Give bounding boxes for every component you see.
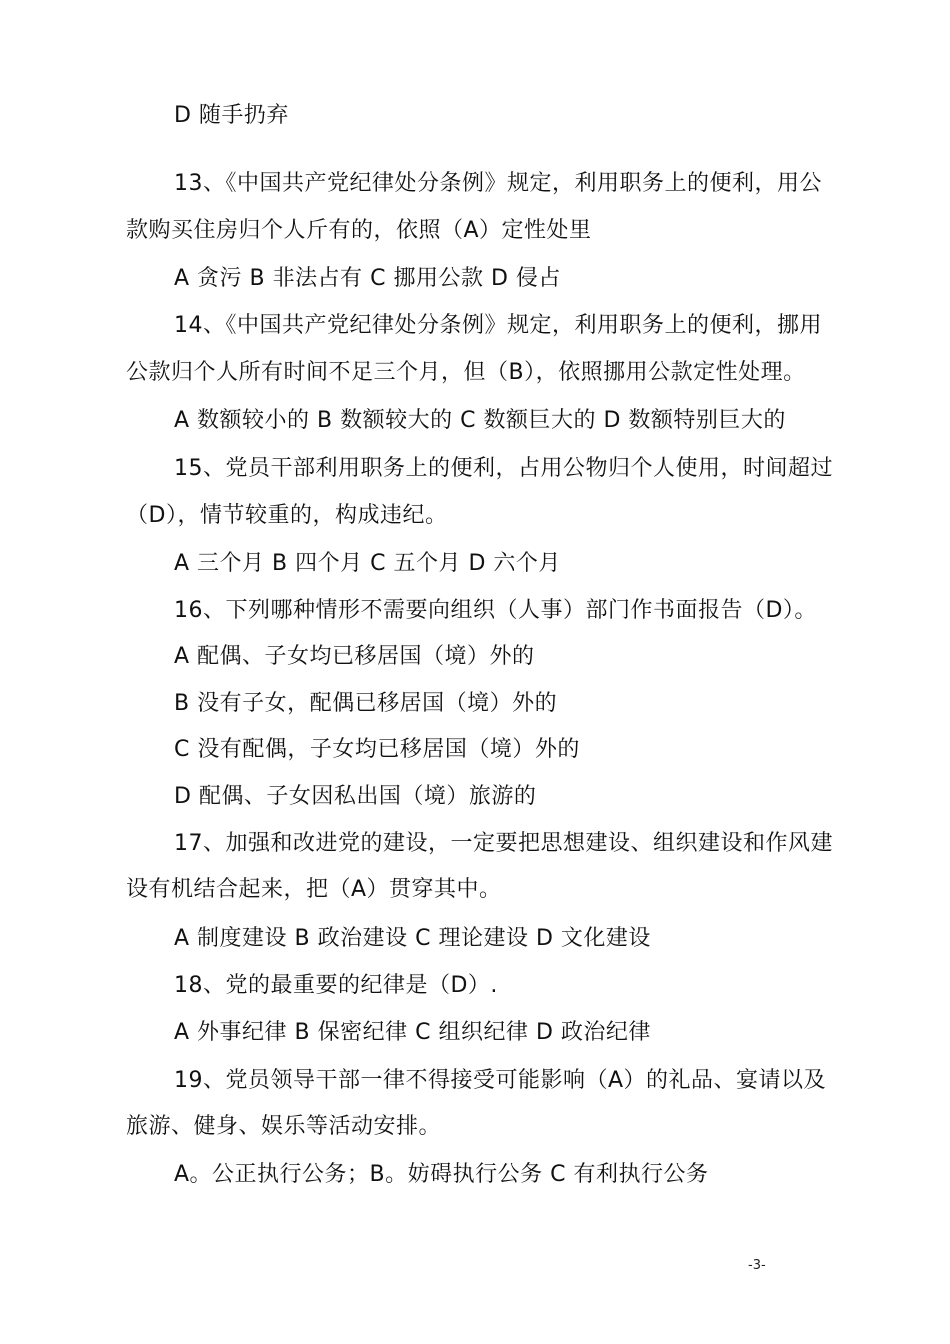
question-17-line-2: 设有机结合起来，把（A）贯穿其中。 — [126, 877, 502, 902]
answer-option-line: D 随手扔弃 — [174, 103, 289, 128]
question-15-line-1: 15、党员干部利用职务上的便利，占用公物归个人使用，时间超过 — [174, 456, 833, 481]
question-14-line-1: 14、《中国共产党纪律处分条例》规定，利用职务上的便利，挪用 — [174, 313, 822, 338]
question-19-options: A。公正执行公务；B。妨碍执行公务 C 有利执行公务 — [174, 1162, 709, 1187]
question-18-line-1: 18、党的最重要的纪律是（D）. — [174, 973, 498, 998]
question-19-line-1: 19、党员领导干部一律不得接受可能影响（A）的礼品、宴请以及 — [174, 1068, 827, 1093]
question-14-line-2: 公款归个人所有时间不足三个月，但（B），依照挪用公款定性处理。 — [126, 360, 806, 385]
question-13-options: A 贪污 B 非法占有 C 挪用公款 D 侵占 — [174, 266, 561, 291]
question-13-line-1: 13、《中国共产党纪律处分条例》规定，利用职务上的便利，用公 — [174, 171, 822, 196]
question-16-option-a: A 配偶、子女均已移居国（境）外的 — [174, 644, 535, 669]
page-number: -3- — [748, 1258, 766, 1273]
question-18-options: A 外事纪律 B 保密纪律 C 组织纪律 D 政治纪律 — [174, 1020, 651, 1045]
question-16-option-d: D 配偶、子女因私出国（境）旅游的 — [174, 784, 537, 809]
question-19-line-2: 旅游、健身、娱乐等活动安排。 — [126, 1114, 442, 1139]
question-16-option-c: C 没有配偶，子女均已移居国（境）外的 — [174, 737, 580, 762]
question-17-options: A 制度建设 B 政治建设 C 理论建设 D 文化建设 — [174, 926, 651, 951]
question-16-option-b: B 没有子女，配偶已移居国（境）外的 — [174, 691, 558, 716]
question-15-line-2: （D），情节较重的，构成违纪。 — [126, 503, 448, 528]
question-17-line-1: 17、加强和改进党的建设，一定要把思想建设、组织建设和作风建 — [174, 831, 833, 856]
question-13-line-2: 款购买住房归个人斤有的，依照（A）定性处里 — [126, 218, 592, 243]
question-15-options: A 三个月 B 四个月 C 五个月 D 六个月 — [174, 551, 561, 576]
question-16-line-1: 16、下列哪种情形不需要向组织（人事）部门作书面报告（D）。 — [174, 598, 817, 623]
question-14-options: A 数额较小的 B 数额较大的 C 数额巨大的 D 数额特别巨大的 — [174, 408, 786, 433]
